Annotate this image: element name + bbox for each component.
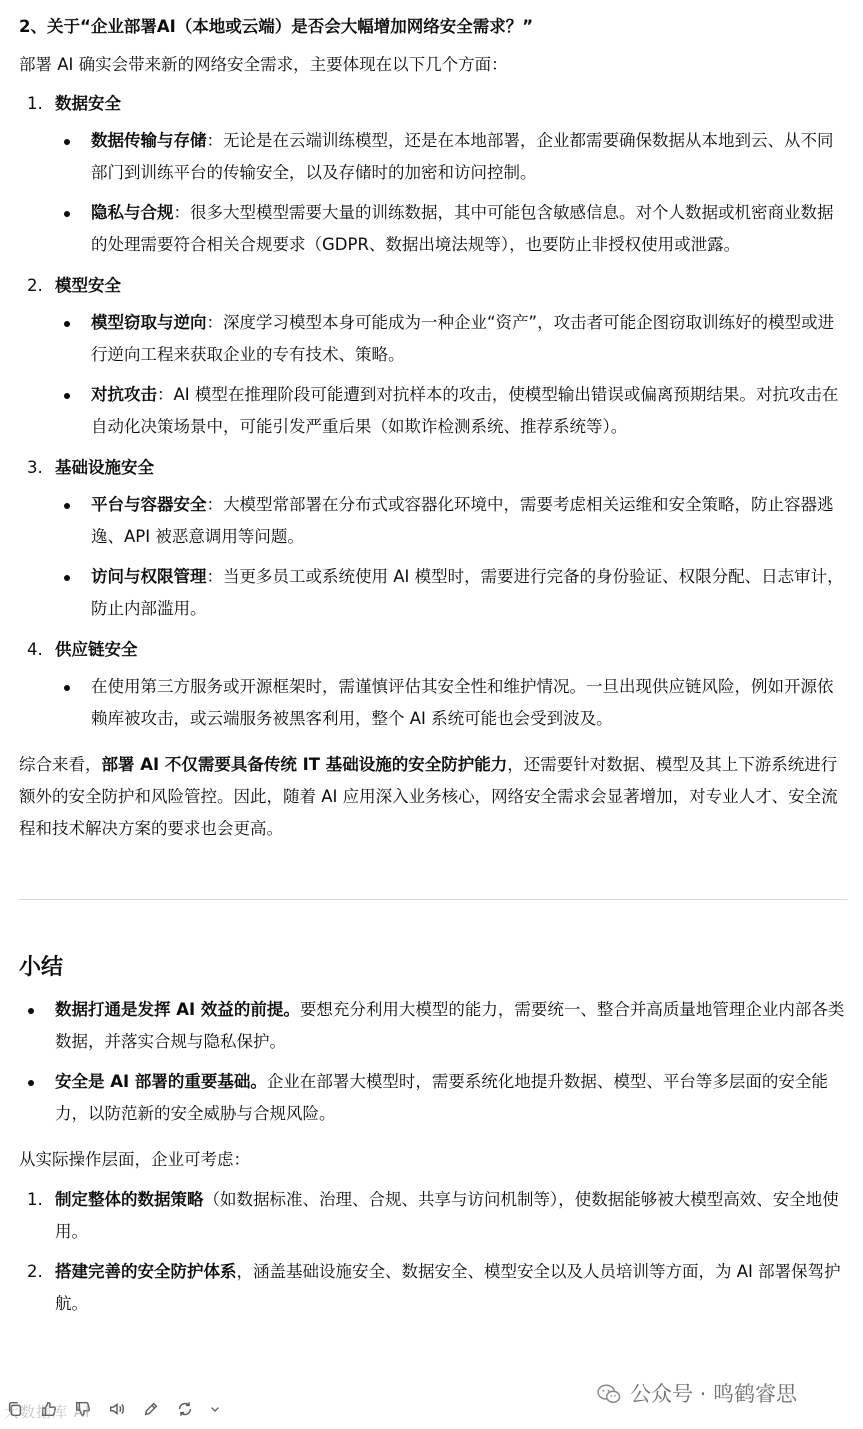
intro-paragraph: 部署 AI 确实会带来新的网络安全需求，主要体现在以下几个方面：	[19, 55, 508, 74]
item-bold: 访问与权限管理	[91, 567, 207, 586]
item-bold: 对抗攻击	[91, 385, 157, 404]
section-number: 1.	[27, 94, 43, 113]
item-text: 要想充分利用大模型的能力，需要统一、整合并高质量地管理企业内部各类数据，并落实合规与隐私保护。	[55, 1000, 845, 1051]
list-item	[27, 1184, 847, 1248]
list-item	[91, 379, 847, 443]
list-item	[91, 307, 847, 371]
section-items	[19, 125, 847, 261]
consider-paragraph: 从实际操作层面，企业可考虑：	[19, 1150, 250, 1169]
item-text: ：大模型常部署在分布式或容器化环境中，需要考虑相关运维和安全策略，防止容器逃逸、API 被恶意调用等问题。	[91, 495, 834, 546]
item-bold: 模型窃取与逆向	[91, 313, 207, 332]
list-item	[55, 994, 847, 1058]
item-text: （如数据标准、治理、合规、共享与访问机制等），使数据能够被大模型高效、安全地使用。	[55, 1190, 839, 1241]
section-infrastructure-security	[19, 451, 847, 625]
item-bold: 搭建完善的安全防护体系	[55, 1262, 237, 1281]
item-text: 在使用第三方服务或开源框架时，需谨慎评估其安全性和维护情况。一旦出现供应链风险，例如开源依赖库被攻击，或云端服务被黑客利用，整个 AI 系统可能也会受到波及。	[91, 677, 834, 728]
chevron-down-icon[interactable]	[208, 1398, 222, 1420]
item-bold: 制定整体的数据策略	[55, 1190, 204, 1209]
section-number: 4.	[27, 640, 43, 659]
item-text: ：很多大型模型需要大量的训练数据，其中可能包含敏感信息。对个人数据或机密商业数据的处理需要符合相关合规要求（GDPR、数据出境法规等），也要防止非授权使用或泄露。	[91, 203, 834, 254]
section-number: 3.	[27, 458, 43, 477]
section-data-security	[19, 87, 847, 261]
item-bold: 数据传输与存储	[91, 131, 207, 150]
section-title: 数据安全	[55, 94, 121, 113]
list-item	[91, 671, 847, 735]
section-title: 模型安全	[55, 276, 121, 295]
question-heading: 2、关于“企业部署AI（本地或云端）是否会大幅增加网络安全需求？”	[19, 17, 534, 36]
edit-icon[interactable]	[140, 1398, 162, 1420]
conclusion-bullets	[19, 994, 847, 1130]
item-text: ：无论是在云端训练模型，还是在本地部署，企业都需要确保数据从本地到云、从不同部门到训练平台的传输安全，以及存储时的加密和访问控制。	[91, 131, 834, 182]
item-text: ：当更多员工或系统使用 AI 模型时，需要进行完备的身份验证、权限分配、日志审计，防止内部滥用。	[91, 567, 844, 618]
list-item	[91, 125, 847, 189]
section-model-security	[19, 269, 847, 443]
action-list	[19, 1184, 847, 1320]
section-number: 2.	[27, 276, 43, 295]
list-item	[27, 1256, 847, 1320]
list-item	[91, 197, 847, 261]
list-item	[91, 561, 847, 625]
summary-post: ，还需要针对数据、模型及其上下游系统进行额外的安全防护和风险管控。因此，随着 AI 应用深入业务核心，网络安全需求会显著增加，对专业人才、安全流程和技术解决方案的要求也会更高。	[19, 755, 838, 838]
item-bold: 数据打通是发挥 AI 效益的前提。	[55, 1000, 300, 1019]
watermark-right	[596, 1378, 797, 1410]
summary-pre: 综合来看，	[19, 755, 102, 774]
item-number: 1.	[27, 1190, 43, 1209]
section-items	[19, 489, 847, 625]
wechat-icon	[596, 1383, 622, 1405]
section-supply-chain-security	[19, 633, 847, 735]
list-item	[55, 1066, 847, 1130]
item-bold: 平台与容器安全	[91, 495, 207, 514]
speaker-icon[interactable]	[106, 1398, 128, 1420]
item-bold: 隐私与合规	[91, 203, 174, 222]
section-items	[19, 307, 847, 443]
regenerate-icon[interactable]	[174, 1398, 196, 1420]
item-text: ：AI 模型在推理阶段可能遭到对抗样本的攻击，使模型输出错误或偏离预期结果。对抗攻击在自动化决策场景中，可能引发严重后果（如欺诈检测系统、推荐系统等）。	[91, 385, 839, 436]
section-items	[19, 671, 847, 735]
section-title: 供应链安全	[55, 640, 138, 659]
list-item	[91, 489, 847, 553]
item-text: ：深度学习模型本身可能成为一种企业“资产”，攻击者可能企图窃取训练好的模型或进行逆向工程来获取企业的专有技术、策略。	[91, 313, 835, 364]
conclusion-heading: 小结	[19, 955, 64, 980]
watermark-right-text: 公众号 · 鸣鹤睿思	[630, 1382, 798, 1406]
item-text: 企业在部署大模型时，需要系统化地提升数据、模型、平台等多层面的安全能力，以防范新的安全威胁与合规风险。	[55, 1072, 828, 1123]
section-title: 基础设施安全	[55, 458, 154, 477]
item-number: 2.	[27, 1262, 43, 1281]
item-text: ，涵盖基础设施安全、数据安全、模型安全以及人员培训等方面，为 AI 部署保驾护航。	[55, 1262, 841, 1313]
summary-paragraph	[19, 749, 847, 845]
watermark-left: 大数据库 AI	[4, 1403, 91, 1421]
chat-message	[19, 10, 847, 1328]
summary-bold: 部署 AI 不仅需要具备传统 IT 基础设施的安全防护能力	[101, 755, 508, 774]
item-bold: 安全是 AI 部署的重要基础。	[55, 1072, 267, 1091]
section-divider	[19, 899, 847, 900]
risk-sections-list	[19, 87, 847, 735]
